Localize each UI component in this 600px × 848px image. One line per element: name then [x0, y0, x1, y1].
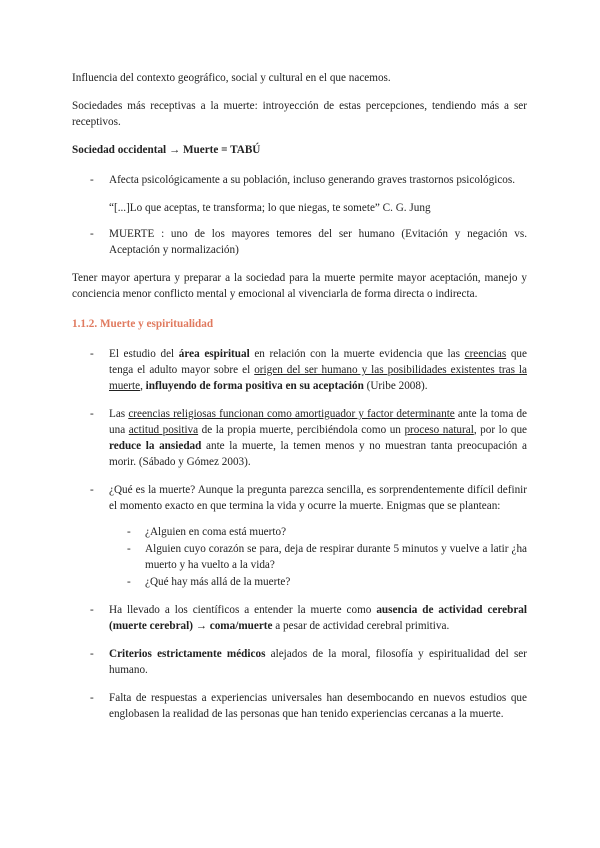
- bold-run: ausencia de actividad cerebral (muerte cerebral) → coma/muerte: [109, 604, 527, 632]
- list-item: [72, 226, 527, 258]
- bullet-death-fear: MUERTE : uno de los mayores temores del ser humano (Evitación y negación vs. Aceptación y normalización): [109, 228, 527, 256]
- sublist-item: - ¿Alguien en coma está muerto?: [109, 524, 527, 540]
- list-item: [72, 602, 527, 634]
- heading-western-society: Sociedad occidental → Muerte = TABÚ: [72, 144, 261, 156]
- text-run: ante la toma de una: [109, 408, 528, 436]
- sublist-item: - Alguien cuyo corazón se para, deja de respirar durante 5 minutos y vuelve a latir ¿ha muerto y ha vuelto a la vida?: [109, 541, 527, 573]
- text-run: El estudio del: [109, 348, 179, 360]
- bold-run: influyendo de forma positiva en su aceptación: [145, 380, 364, 392]
- document-page: [72, 70, 527, 734]
- taboo-list: [72, 172, 527, 188]
- text-run: Ha llevado a los científicos a entender la muerte como: [109, 604, 377, 616]
- openness-paragraph: Tener mayor apertura y preparar a la sociedad para la muerte permite mayor aceptación, manejo y conciencia menor conflicto mental y emocional al vivenciarla de forma directa o indirecta.: [72, 272, 527, 300]
- section-title: 1.1.2. Muerte y espiritualidad: [72, 318, 214, 330]
- spirituality-list: [72, 346, 527, 722]
- text-run: Las: [109, 408, 129, 420]
- intro-paragraph-1: Influencia del contexto geográfico, social y cultural en el que nacemos.: [72, 72, 391, 84]
- text-run: en relación con la muerte evidencia que las: [249, 348, 465, 360]
- list-item: [72, 646, 527, 678]
- jung-quote: “[...]Lo que aceptas, te transforma; lo que niegas, te somete” C. G. Jung: [109, 202, 431, 214]
- text-run: Falta de respuestas a experiencias universales han desembocando en nuevos estudios que englobasen la realidad de las personas que han tenido experiencias cercanas a la muerte.: [109, 692, 527, 720]
- text-run: a pesar de actividad cerebral primitiva.: [272, 620, 450, 632]
- list-item: [72, 406, 527, 470]
- fear-list: [72, 226, 527, 258]
- underlined-run: origen del ser humano y las posibilidades existentes tras la muerte: [109, 364, 527, 392]
- text-run: ante la muerte, la temen menos y no muestran tanta preocupación a morir. (Sábado y Gómez 2003).: [109, 440, 527, 468]
- bold-run: reduce la ansiedad: [109, 440, 202, 452]
- text-run: (Uribe 2008).: [363, 380, 428, 392]
- intro-paragraph-2: Sociedades más receptivas a la muerte: introyección de estas percepciones, tendiendo más a ser receptivos.: [72, 100, 527, 128]
- underlined-run: actitud positiva: [128, 424, 199, 436]
- list-item: [72, 346, 527, 394]
- sublist-item: - ¿Qué hay más allá de la muerte?: [109, 574, 527, 590]
- text-run: ,: [140, 380, 146, 392]
- list-item: [72, 482, 527, 590]
- list-item: [72, 172, 527, 188]
- list-item: [72, 690, 527, 722]
- text-run: de la propia muerte, percibiéndola como un: [198, 424, 405, 436]
- underlined-run: creencias: [464, 348, 507, 360]
- text-run: ¿Qué es la muerte? Aunque la pregunta parezca sencilla, es sorprendentemente difícil definir el momento exacto en que termina la vida y ocurre la muerte. Enigmas que se plantean:: [109, 484, 527, 512]
- underlined-run: creencias religiosas funcionan como amortiguador y factor determinante: [128, 408, 455, 420]
- underlined-run: proceso natural: [404, 424, 474, 436]
- text-run: alejados de la moral, filosofía y espiritualidad del ser humano.: [109, 648, 527, 676]
- text-run: que tenga el adulto mayor sobre el: [109, 348, 527, 376]
- text-run: , por lo que: [473, 424, 528, 436]
- bold-run: Criterios estrictamente médicos: [109, 648, 266, 660]
- bullet-psychological-effect: Afecta psicológicamente a su población, incluso generando graves trastornos psicológicos.: [109, 174, 516, 186]
- enigma-sublist: [109, 524, 527, 590]
- bold-run: área espiritual: [178, 348, 250, 360]
